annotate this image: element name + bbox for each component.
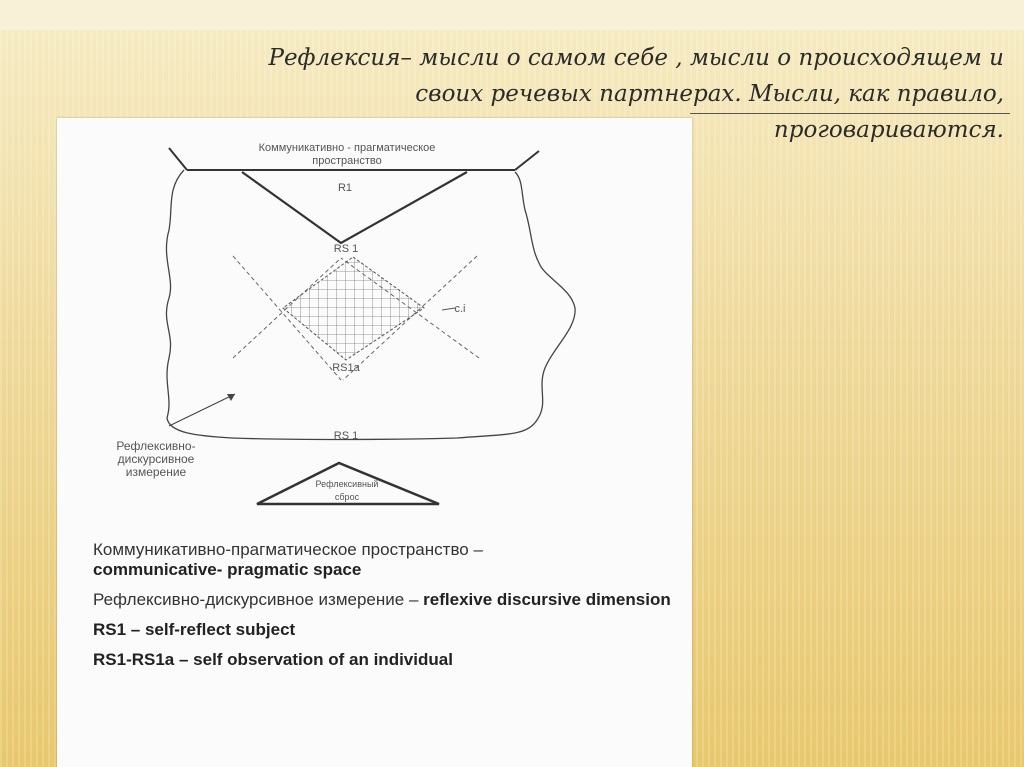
- legend-item-en: reflexive discursive dimension: [423, 590, 671, 609]
- scanned-diagram: [57, 118, 692, 767]
- legend-item: [93, 620, 688, 640]
- diamond-grid: [283, 257, 424, 360]
- legend-item-en: RS1 – self-reflect subject: [93, 620, 296, 639]
- rs1-top-label: RS 1: [333, 243, 359, 255]
- legend-item: [93, 590, 688, 610]
- legend-item-en: RS1-RS1a – self observation of an individual: [93, 650, 453, 669]
- slide-title: Рефлексия– мысли о самом себе , мысли о происходящем и своих речевых партнерах. Мысли, как правило, проговариваются.: [268, 45, 1004, 143]
- side-dimension-label: Рефлексивно- дискурсивное измерение: [116, 439, 196, 479]
- drop-label: Рефлексивный сброс: [315, 479, 379, 502]
- legend-item: [93, 650, 688, 670]
- legend-list: [93, 540, 688, 680]
- top-space-label: Коммуникативно - прагматическое пространство: [258, 142, 436, 167]
- r1-label: R1: [337, 182, 353, 194]
- rs1a-label: RS1a: [332, 362, 360, 374]
- legend-item-en: communicative- pragmatic space: [93, 560, 362, 579]
- ci-label: с.i: [454, 303, 466, 315]
- legend-item-ru: Рефлексивно-дискурсивное измерение –: [93, 590, 419, 609]
- top-band: [0, 0, 1024, 30]
- legend-item-ru: Коммуникативно-прагматическое пространство –: [93, 540, 483, 559]
- legend-item: [93, 540, 688, 580]
- rs1-bottom-label: RS 1: [333, 430, 359, 442]
- title-underline: [690, 113, 1010, 114]
